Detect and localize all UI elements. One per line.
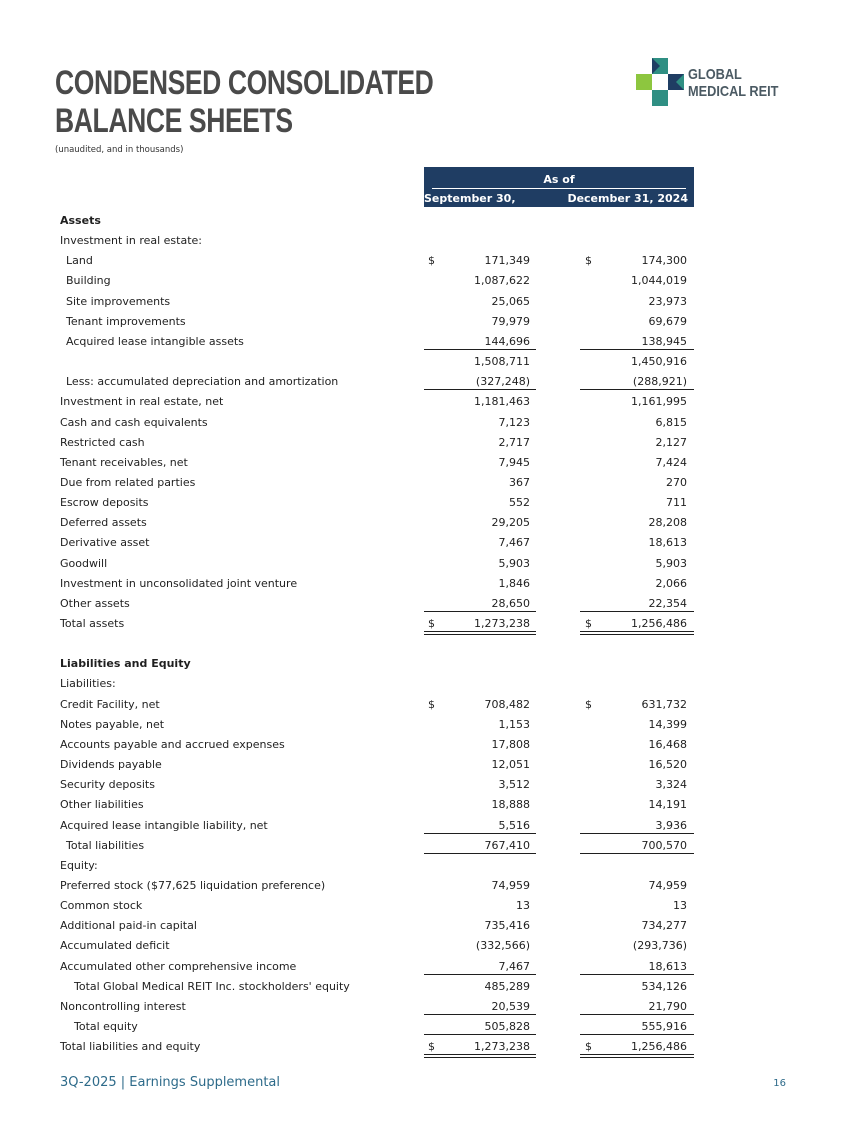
value-dec-2024: 1,450,916	[631, 355, 687, 369]
double-underline	[580, 1054, 694, 1055]
value-sep-2025: 367	[509, 475, 530, 489]
subtotal-rule	[580, 389, 694, 390]
value-sep-2025: 1,153	[498, 717, 530, 731]
value-sep-2025: 7,467	[498, 959, 530, 973]
row-label: Investment in unconsolidated joint venture	[60, 576, 298, 590]
row-label: Credit Facility, net	[60, 697, 160, 711]
table-row	[0, 694, 850, 714]
row-label: Cash and cash equivalents	[60, 415, 208, 429]
value-sep-2025: 1,846	[498, 576, 530, 590]
row-label: Notes payable, net	[60, 717, 165, 731]
value-dec-2024: 13	[673, 899, 687, 913]
table-row	[0, 532, 850, 552]
value-sep-2025: 3,512	[498, 778, 530, 792]
value-sep-2025: 7,467	[498, 536, 530, 550]
value-dec-2024: 7,424	[655, 455, 687, 469]
value-sep-2025: 29,205	[491, 516, 530, 530]
row-label: Common stock	[60, 899, 143, 913]
value-dec-2024: 1,256,486	[631, 617, 687, 630]
value-sep-2025: 144,696	[484, 334, 530, 348]
row-label: Accounts payable and accrued expenses	[60, 737, 285, 751]
value-dec-2024: 1,256,486	[631, 1040, 687, 1054]
table-row	[0, 935, 850, 955]
value-sep-2025: 767,410	[484, 838, 530, 852]
value-sep-2025: 74,959	[491, 878, 530, 892]
table-row	[0, 1016, 850, 1036]
row-label: Acquired lease intangible assets	[66, 334, 244, 348]
value-dec-2024: 734,277	[641, 919, 687, 933]
row-label: Equity:	[60, 858, 98, 872]
value-sep-2025: 20,539	[491, 999, 530, 1013]
value-dec-2024: 2,066	[655, 576, 687, 590]
table-row	[0, 915, 850, 935]
subtotal-rule	[424, 611, 536, 612]
value-dec-2024: 23,973	[648, 294, 687, 308]
page-title	[55, 64, 433, 140]
subtotal-rule	[580, 1014, 694, 1015]
value-sep-2025: 1,273,238	[474, 1040, 530, 1054]
value-dec-2024: 711	[666, 496, 687, 510]
value-sep-2025: 2,717	[498, 435, 530, 449]
subtotal-rule	[424, 833, 536, 834]
value-dec-2024: 18,613	[648, 536, 687, 550]
table-row	[0, 815, 850, 835]
table-row	[0, 553, 850, 573]
value-sep-2025: 735,416	[484, 919, 530, 933]
dollar-sign-2024: $	[585, 617, 592, 630]
table-row	[0, 311, 850, 331]
value-sep-2025: 25,065	[491, 294, 530, 308]
logo-text-line-2: MEDICAL REIT	[688, 83, 779, 100]
value-sep-2025: 1,273,238	[474, 617, 530, 630]
row-label: Liabilities and Equity	[60, 657, 191, 671]
table-row	[0, 714, 850, 734]
value-dec-2024: 534,126	[641, 979, 687, 993]
row-label: Site improvements	[66, 294, 171, 308]
value-sep-2025: 505,828	[484, 1020, 530, 1033]
subtotal-rule	[580, 349, 694, 350]
table-row	[0, 976, 850, 996]
row-label: Total Global Medical REIT Inc. stockholders' equity	[74, 979, 350, 993]
row-label: Other assets	[60, 596, 130, 610]
subtotal-rule	[424, 853, 536, 854]
value-dec-2024: 555,916	[641, 1020, 687, 1033]
table-row	[0, 492, 850, 512]
table-row	[0, 774, 850, 794]
table-row	[0, 250, 850, 270]
table-row	[0, 412, 850, 432]
value-sep-2025: 18,888	[491, 798, 530, 812]
value-sep-2025: 7,945	[498, 455, 530, 469]
dollar-sign-2025: $	[428, 697, 435, 711]
subtotal-rule	[424, 974, 536, 975]
title-line-1: CONDENSED CONSOLIDATED	[55, 64, 434, 102]
table-row	[0, 432, 850, 452]
double-underline	[580, 631, 694, 632]
dollar-sign-2024: $	[585, 1040, 592, 1054]
table-row	[0, 633, 850, 653]
row-label: Assets	[60, 214, 101, 227]
dollar-sign-2024: $	[585, 254, 592, 268]
logo-mark-icon	[636, 58, 684, 106]
page-number: 16	[773, 1078, 786, 1089]
value-sep-2025: 708,482	[484, 697, 530, 711]
page-subtitle: (unaudited, and in thousands)	[55, 145, 184, 155]
table-row	[0, 875, 850, 895]
value-sep-2025: 17,808	[491, 737, 530, 751]
column-header-sep-2025: September 30, 2025	[424, 192, 516, 218]
value-sep-2025: 552	[509, 496, 530, 510]
row-label: Total liabilities	[66, 838, 145, 852]
subtotal-rule	[580, 1034, 694, 1035]
value-dec-2024: 21,790	[648, 999, 687, 1013]
table-row	[0, 472, 850, 492]
double-underline	[424, 1054, 536, 1055]
footer-label: 3Q-2025 | Earnings Supplemental	[60, 1075, 281, 1090]
row-label: Restricted cash	[60, 435, 145, 449]
value-dec-2024: 700,570	[641, 838, 687, 852]
value-sep-2025: 1,087,622	[474, 274, 530, 288]
value-dec-2024: 2,127	[655, 435, 687, 449]
table-row	[0, 794, 850, 814]
table-row	[0, 1036, 850, 1056]
value-sep-2025: 13	[516, 899, 530, 913]
table-row	[0, 956, 850, 976]
value-sep-2025: 79,979	[491, 314, 530, 328]
as-of-header: As of	[543, 173, 575, 186]
value-dec-2024: 174,300	[641, 254, 687, 268]
table-row	[0, 270, 850, 290]
table-row	[0, 754, 850, 774]
value-dec-2024: 18,613	[648, 959, 687, 973]
value-dec-2024: 3,324	[655, 778, 687, 792]
row-label: Total assets	[60, 617, 125, 630]
row-label: Escrow deposits	[60, 496, 149, 510]
table-row	[0, 673, 850, 693]
value-dec-2024: 69,679	[648, 314, 687, 328]
value-dec-2024: 74,959	[648, 878, 687, 892]
table-row	[0, 452, 850, 472]
value-dec-2024: 1,044,019	[631, 274, 687, 288]
value-sep-2025: (332,566)	[475, 939, 530, 953]
row-label: Preferred stock ($77,625 liquidation preference)	[60, 878, 326, 892]
title-line-2: BALANCE SHEETS	[55, 102, 293, 140]
value-dec-2024: 16,520	[648, 758, 687, 772]
subtotal-rule	[424, 1034, 536, 1035]
row-label: Investment in real estate, net	[60, 395, 224, 409]
dollar-sign-2025: $	[428, 617, 435, 630]
table-row	[0, 230, 850, 250]
value-dec-2024: (288,921)	[632, 375, 687, 389]
table-row	[0, 391, 850, 411]
value-dec-2024: 3,936	[655, 818, 687, 832]
value-dec-2024: 270	[666, 475, 687, 489]
logo-text-line-1: GLOBAL	[688, 66, 742, 83]
row-label: Total equity	[74, 1020, 138, 1033]
subtotal-rule	[424, 349, 536, 350]
value-sep-2025: 5,903	[498, 556, 530, 570]
logo-text	[688, 66, 778, 100]
row-label: Building	[66, 274, 111, 288]
table-row	[0, 835, 850, 855]
header-rule	[432, 188, 686, 189]
row-label: Dividends payable	[60, 758, 162, 772]
row-label: Accumulated deficit	[60, 939, 170, 953]
subtotal-rule	[580, 611, 694, 612]
value-dec-2024: 138,945	[641, 334, 687, 348]
company-logo	[636, 58, 796, 108]
table-row	[0, 855, 850, 875]
table-row	[0, 351, 850, 371]
table-row	[0, 291, 850, 311]
table-row	[0, 593, 850, 613]
value-dec-2024: (293,736)	[632, 939, 687, 953]
value-sep-2025: 28,650	[491, 596, 530, 610]
double-underline	[580, 1057, 694, 1058]
table-row	[0, 210, 850, 230]
value-sep-2025: 1,508,711	[474, 355, 530, 369]
row-label: Tenant improvements	[66, 314, 186, 328]
table-row	[0, 996, 850, 1016]
row-label: Investment in real estate:	[60, 234, 203, 248]
value-dec-2024: 1,161,995	[631, 395, 687, 409]
table-row	[0, 573, 850, 593]
value-sep-2025: 5,516	[498, 818, 530, 832]
table-row	[0, 734, 850, 754]
row-label: Acquired lease intangible liability, net	[60, 818, 268, 832]
column-header-dec-2024: December 31, 2024	[567, 192, 688, 205]
subtotal-rule	[580, 853, 694, 854]
value-dec-2024: 5,903	[655, 556, 687, 570]
row-label: Tenant receivables, net	[60, 455, 188, 469]
row-label: Derivative asset	[60, 536, 150, 550]
row-label: Deferred assets	[60, 516, 147, 530]
dollar-sign-2024: $	[585, 697, 592, 711]
subtotal-rule	[424, 1014, 536, 1015]
double-underline	[424, 1057, 536, 1058]
row-label: Due from related parties	[60, 475, 196, 489]
value-dec-2024: 14,191	[648, 798, 687, 812]
row-label: Total liabilities and equity	[60, 1040, 201, 1054]
row-label: Land	[66, 254, 93, 268]
value-dec-2024: 14,399	[648, 717, 687, 731]
table-row	[0, 371, 850, 391]
subtotal-rule	[580, 974, 694, 975]
subtotal-rule	[424, 389, 536, 390]
double-underline	[424, 631, 536, 632]
table-row	[0, 895, 850, 915]
value-dec-2024: 6,815	[655, 415, 687, 429]
row-label: Security deposits	[60, 778, 155, 792]
value-sep-2025: 7,123	[498, 415, 530, 429]
value-sep-2025: (327,248)	[475, 375, 530, 389]
value-dec-2024: 631,732	[641, 697, 687, 711]
table-row	[0, 613, 850, 633]
value-dec-2024: 22,354	[648, 596, 687, 610]
row-label: Less: accumulated depreciation and amortization	[66, 375, 339, 389]
row-label: Liabilities:	[60, 677, 116, 691]
row-label: Additional paid-in capital	[60, 919, 197, 933]
row-label: Accumulated other comprehensive income	[60, 959, 297, 973]
dollar-sign-2025: $	[428, 254, 435, 268]
value-sep-2025: 12,051	[491, 758, 530, 772]
row-label: Other liabilities	[60, 798, 144, 812]
value-sep-2025: 485,289	[484, 979, 530, 993]
table-row	[0, 331, 850, 351]
dollar-sign-2025: $	[428, 1040, 435, 1054]
table-row	[0, 512, 850, 532]
value-sep-2025: 171,349	[484, 254, 530, 268]
column-header-band	[424, 167, 694, 218]
row-label: Noncontrolling interest	[60, 999, 186, 1013]
value-sep-2025: 1,181,463	[474, 395, 530, 409]
table-row	[0, 653, 850, 673]
value-dec-2024: 28,208	[648, 516, 687, 530]
row-label: Goodwill	[60, 556, 108, 570]
subtotal-rule	[580, 833, 694, 834]
value-dec-2024: 16,468	[648, 737, 687, 751]
